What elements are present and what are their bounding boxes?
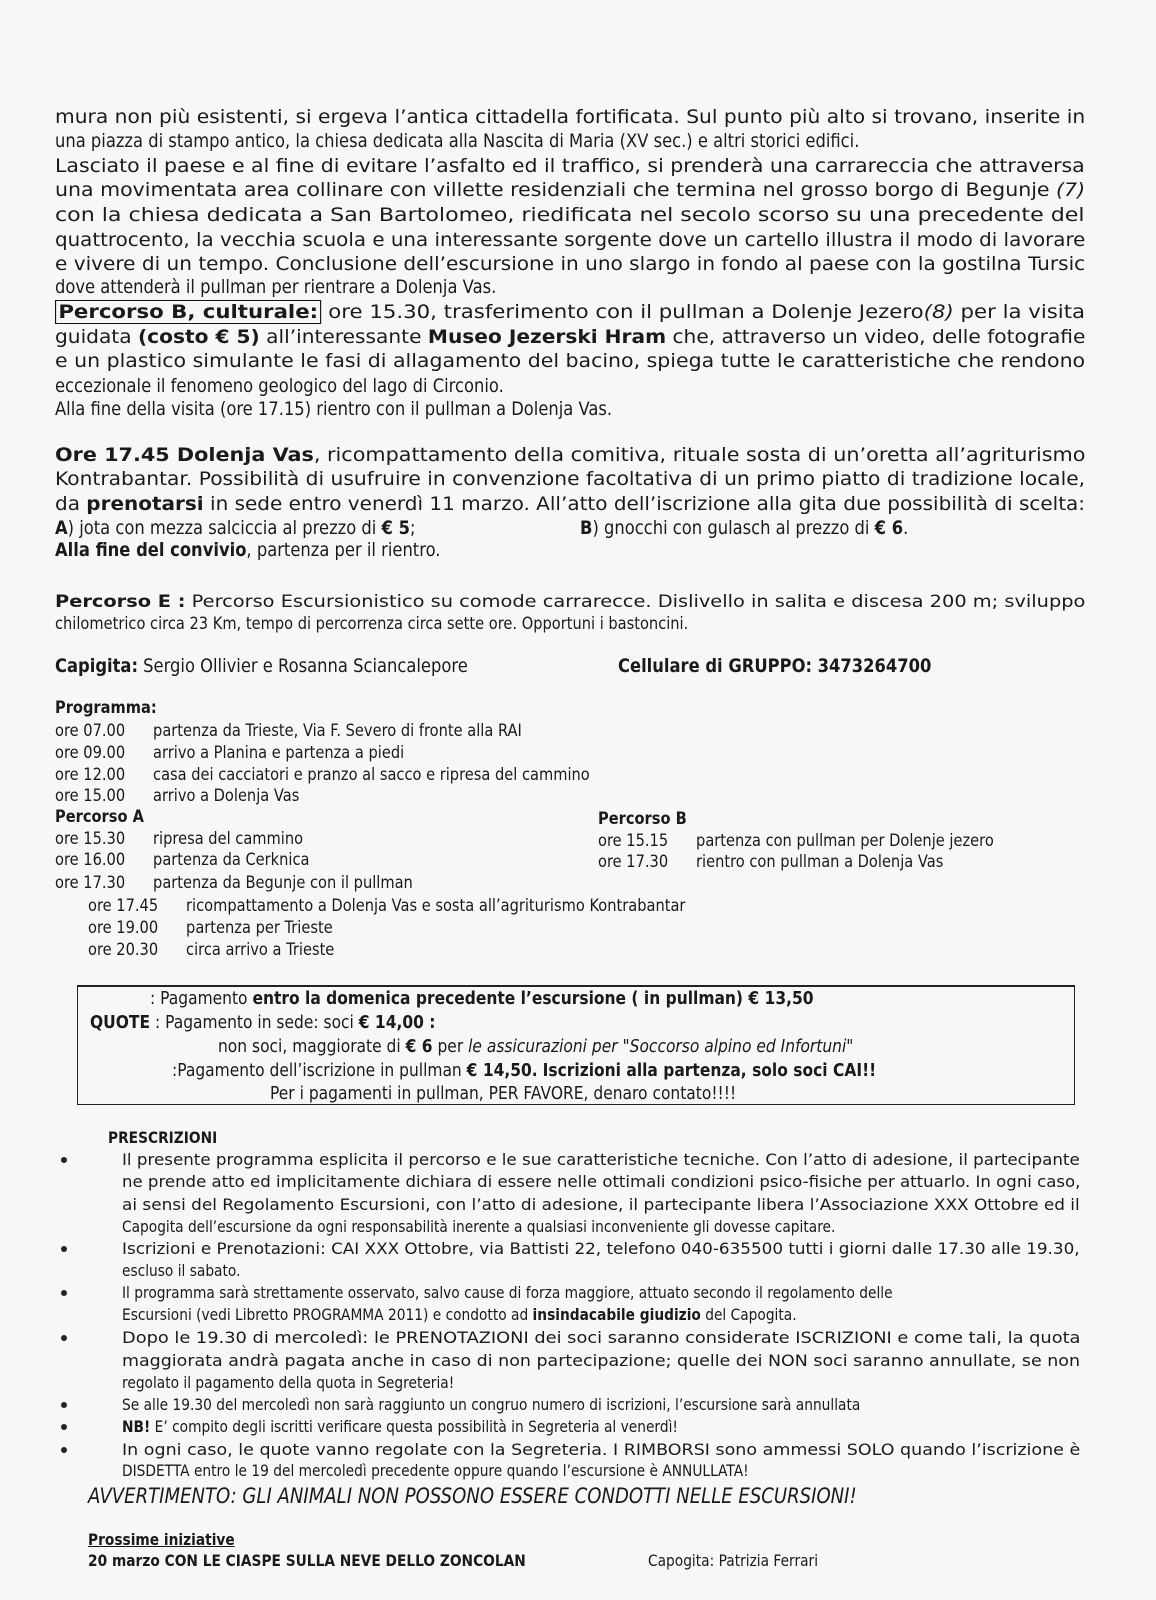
- text-line: [618, 655, 931, 678]
- schedule-time: ore 15.30: [55, 829, 126, 850]
- schedule-time: ore 07.00: [55, 721, 126, 742]
- text-segment: .: [903, 517, 909, 540]
- text-segment: non soci, maggiorate di: [218, 1035, 406, 1057]
- text-segment: Iscrizioni alla partenza, solo soci CAI!!: [542, 1059, 877, 1081]
- schedule-time: ore 17.45: [88, 896, 159, 917]
- text-segment: da: [55, 493, 87, 516]
- text-segment: Programma:: [55, 698, 157, 719]
- text-line: [55, 253, 1085, 276]
- text-line: [218, 1036, 853, 1058]
- text-segment: ) jota con mezza salciccia al prezzo di: [67, 517, 382, 540]
- text-segment: Il programma sarà strettamente osservato, salvo cause di forza maggiore, attuato secondo il regolamento delle: [122, 1283, 893, 1303]
- text-segment: rientro con pullman a Dolenja Vas: [696, 852, 944, 873]
- bullet-icon: [61, 1424, 67, 1430]
- text-segment: (7): [1056, 179, 1086, 202]
- text-line: [108, 1128, 217, 1147]
- text-line: [122, 1328, 1080, 1347]
- text-line: [122, 1283, 893, 1302]
- text-line: [122, 1417, 678, 1436]
- text-line: [55, 276, 496, 299]
- text-segment: ore 15.30, trasferimento con il pullman a Dolenje Jezero: [321, 301, 924, 324]
- schedule-time: ore 15.15: [598, 831, 669, 852]
- bullet-icon: [61, 1246, 67, 1252]
- text-segment: 20 marzo CON LE CIASPE SULLA NEVE DELLO ZONCOLAN: [88, 1551, 526, 1571]
- text-line: [580, 517, 908, 540]
- text-line: [88, 918, 333, 938]
- text-line: [122, 1373, 454, 1392]
- bullet-icon: [61, 1447, 67, 1453]
- text-segment: circa arrivo a Trieste: [186, 940, 335, 961]
- text-segment: ai sensi del Regolamento Escursioni, con l’atto di adesione, il partecipante libera l’Associazione XXX Ottobre ed il: [122, 1195, 1080, 1215]
- text-line: [55, 765, 590, 785]
- text-segment: Kontrabantar. Possibilità di usufruire in convenzione facoltativa di un primo piatto di tradizione locale,: [55, 468, 1086, 491]
- text-line: [150, 988, 814, 1010]
- text-line: [55, 106, 1085, 129]
- text-line: [88, 896, 685, 916]
- text-line: [55, 398, 612, 421]
- text-segment: chilometrico circa 23 Km, tempo di percorrenza circa sette ore. Opportuni i bastoncini.: [55, 614, 689, 635]
- text-line: [122, 1440, 1080, 1459]
- text-segment: Cellulare di GRUPPO: 3473264700: [618, 655, 932, 678]
- text-segment: entro la domenica precedente l’escursione ( in pullman) € 13,50: [252, 987, 814, 1009]
- text-line: [88, 940, 334, 960]
- text-segment: guidata: [55, 326, 138, 349]
- text-line: [648, 1551, 818, 1570]
- text-line: [55, 179, 1085, 202]
- text-segment: € 14,50.: [466, 1059, 538, 1081]
- text-segment: con la chiesa dedicata a San Bartolomeo, riedificata nel secolo scorso su una precedente del: [55, 204, 1085, 227]
- text-segment: partenza da Begunje con il pullman: [153, 873, 413, 894]
- schedule-time: ore 09.00: [55, 743, 126, 764]
- text-segment: DISDETTA entro le 19 del mercoledì precedente oppure quando l’escursione è ANNULLATA!: [122, 1461, 749, 1481]
- text-segment: Ore 17.45 Dolenja Vas: [55, 444, 314, 467]
- text-segment: NB!: [122, 1417, 151, 1437]
- text-line: [122, 1172, 1080, 1191]
- text-segment: del Capogita.: [700, 1305, 797, 1325]
- text-segment: casa dei cacciatori e pranzo al sacco e ripresa del cammino: [153, 765, 590, 786]
- schedule-time: ore 20.30: [88, 940, 159, 961]
- text-segment: , ricompattamento della comitiva, rituale sosta di un’oretta all’agriturismo: [313, 444, 1086, 467]
- text-segment: le assicurazioni per "Soccorso alpino ed Infortuni": [468, 1035, 854, 1057]
- text-segment: € 6: [874, 517, 904, 540]
- text-line: [55, 655, 468, 678]
- section-label-boxed: Percorso B, culturale:: [55, 300, 321, 324]
- text-segment: regolato il pagamento della quota in Segreteria!: [122, 1373, 455, 1393]
- text-line: [55, 786, 299, 806]
- text-line: [172, 1060, 876, 1082]
- text-line: [122, 1150, 1080, 1169]
- schedule-time: ore 12.00: [55, 765, 126, 786]
- schedule-time: ore 19.00: [88, 918, 159, 939]
- text-segment: arrivo a Dolenja Vas: [153, 786, 300, 807]
- text-segment: Lasciato il paese e al fine di evitare l’asfalto ed il traffico, si prenderà una carrareccia che attraversa: [55, 155, 1085, 178]
- bullet-icon: [61, 1290, 67, 1296]
- text-segment: Alla fine del convivio: [55, 539, 247, 562]
- text-line: [55, 375, 504, 398]
- text-segment: Percorso Escursionistico su comode carrarecce. Dislivello in salita e discesa 200 m; sviluppo: [185, 592, 1086, 613]
- schedule-time: ore 16.00: [55, 850, 126, 871]
- text-line: [122, 1395, 860, 1414]
- text-segment: escluso il sabato.: [122, 1261, 241, 1281]
- text-segment: arrivo a Planina e partenza a piedi: [153, 743, 405, 764]
- text-segment: quattrocento, la vecchia scuola e una interessante sorgente dove un cartello illustra il modo di lavorare: [55, 229, 1086, 252]
- text-segment: € 14,00 :: [358, 1011, 436, 1033]
- text-segment: Percorso E :: [55, 592, 186, 613]
- text-line: [55, 614, 688, 634]
- text-segment: Capogita dell’escursione da ogni responsabilità inerente a qualsiasi inconveniente gli dovesse capitare.: [122, 1217, 836, 1237]
- text-segment: che, attraverso un video, delle fotografie: [666, 326, 1086, 349]
- text-segment: per: [432, 1035, 469, 1057]
- text-line: [55, 807, 144, 827]
- text-segment: : Pagamento: [150, 987, 253, 1009]
- text-segment: partenza con pullman per Dolenje jezero: [696, 831, 994, 852]
- text-segment: per la visita: [953, 301, 1086, 324]
- text-segment: ;: [409, 517, 416, 540]
- text-line: [55, 850, 309, 870]
- text-line: [55, 517, 415, 540]
- text-line: [598, 809, 687, 829]
- schedule-time: ore 17.30: [55, 873, 126, 894]
- text-segment: partenza per Trieste: [186, 918, 333, 939]
- text-segment: prenotarsi: [86, 493, 204, 516]
- text-segment: in sede entro venerdì 11 marzo. All’atto dell’iscrizione alla gita due possibilità di scelta:: [203, 493, 1086, 516]
- bullet-icon: [61, 1335, 67, 1341]
- bullet-icon: [61, 1402, 67, 1408]
- text-line: [55, 301, 1085, 324]
- text-segment: una piazza di stampo antico, la chiesa dedicata alla Nascita di Maria (XV sec.) e altri storici edifici.: [55, 130, 860, 153]
- text-segment: B: [580, 517, 593, 540]
- text-line: [122, 1217, 835, 1236]
- text-segment: Percorso A: [55, 807, 144, 828]
- text-segment: E’ compito degli iscritti verificare questa possibilità in Segreteria al venerdì!: [150, 1417, 678, 1437]
- text-line: [55, 743, 404, 763]
- text-segment: dove attenderà il pullman per rientrare a Dolenja Vas.: [55, 276, 497, 299]
- text-segment: all’interessante: [259, 326, 428, 349]
- text-line: [598, 852, 943, 872]
- text-line: [55, 829, 303, 849]
- text-segment: insindacabile giudizio: [532, 1305, 701, 1325]
- text-segment: Il presente programma esplicita il percorso e le sue caratteristiche tecniche. Con l’atto di adesione, il partecipante: [122, 1150, 1080, 1170]
- text-segment: maggiorata andrà pagata anche in caso di non partecipazione; quelle dei NON soci saranno annullate, se non: [122, 1351, 1081, 1371]
- text-line: [88, 1484, 857, 1509]
- text-line: [55, 444, 1085, 467]
- text-line: [55, 350, 1085, 373]
- text-line: [122, 1461, 749, 1480]
- text-line: [55, 493, 1085, 516]
- text-line: [122, 1239, 1080, 1258]
- bullet-icon: [61, 1157, 67, 1163]
- text-segment: PRESCRIZIONI: [108, 1128, 218, 1148]
- text-segment: Museo Jezerski Hram: [427, 326, 667, 349]
- text-line: [88, 1551, 526, 1570]
- text-line: [55, 539, 440, 562]
- text-segment: Capigita:: [55, 655, 138, 678]
- text-segment: A: [55, 517, 68, 540]
- text-line: [270, 1083, 736, 1105]
- text-segment: e un plastico simulante le fasi di allagamento del bacino, spiega tutte le caratteristiche che rendono: [55, 350, 1086, 373]
- text-segment: Iscrizioni e Prenotazioni: CAI XXX Ottobre, via Battisti 22, telefono 040-635500 tutti i giorni dalle 17.30 alle 19.30,: [122, 1239, 1080, 1259]
- text-segment: € 6: [405, 1035, 433, 1057]
- text-segment: QUOTE: [90, 1011, 151, 1033]
- text-line: [55, 204, 1085, 227]
- text-segment: e vivere di un tempo. Conclusione dell’escursione in uno slargo in fondo al paese con la gostilna Tursic: [55, 253, 1086, 276]
- text-segment: Sergio Ollivier e Rosanna Sciancalepore: [137, 655, 468, 678]
- text-line: [122, 1351, 1080, 1370]
- text-segment: Dopo le 19.30 di mercoledì: le PRENOTAZIONI dei soci saranno considerate ISCRIZIONI e come tali, la quota: [122, 1328, 1081, 1348]
- text-line: [55, 698, 157, 718]
- text-segment: eccezionale il fenomeno geologico del lago di Circonio.: [55, 375, 504, 398]
- text-line: [55, 326, 1085, 349]
- text-line: [55, 468, 1085, 491]
- text-line: [598, 831, 994, 851]
- text-segment: una movimentata area collinare con villette residenziali che termina nel grosso borgo di Begunje: [55, 179, 1057, 202]
- schedule-time: ore 17.30: [598, 852, 669, 873]
- text-line: [122, 1305, 797, 1324]
- text-segment: Capogita: Patrizia Ferrari: [648, 1551, 819, 1571]
- text-segment: Se alle 19.30 del mercoledì non sarà raggiunto un congruo numero di iscrizioni, l’escursione sarà annullata: [122, 1395, 861, 1415]
- text-line: [55, 229, 1085, 252]
- text-line: [55, 130, 859, 153]
- text-segment: (8): [923, 301, 954, 324]
- text-segment: :Pagamento dell’iscrizione in pullman: [172, 1059, 467, 1081]
- text-line: [55, 721, 522, 741]
- text-segment: AVVERTIMENTO: GLI ANIMALI NON POSSONO ESSERE CONDOTTI NELLE ESCURSIONI!: [88, 1483, 857, 1508]
- text-segment: Alla fine della visita (ore 17.15) rientro con il pullman a Dolenja Vas.: [55, 398, 613, 421]
- text-segment: ricompattamento a Dolenja Vas e sosta all’agriturismo Kontrabantar: [186, 896, 686, 917]
- text-line: [122, 1261, 240, 1280]
- text-segment: Percorso B: [598, 809, 687, 830]
- text-segment: ripresa del cammino: [153, 829, 304, 850]
- text-segment: € 5: [381, 517, 410, 540]
- schedule-time: ore 15.00: [55, 786, 126, 807]
- text-segment: (costo € 5): [137, 326, 260, 349]
- text-segment: partenza da Cerknica: [153, 850, 310, 871]
- text-line: [88, 1530, 235, 1549]
- text-line: [90, 1012, 435, 1034]
- text-line: [55, 155, 1085, 178]
- text-segment: ) gnocchi con gulasch al prezzo di: [592, 517, 875, 540]
- text-segment: partenza da Trieste, Via F. Severo di fronte alla RAI: [153, 721, 522, 742]
- text-segment: : Pagamento in sede: soci: [150, 1011, 359, 1033]
- text-segment: In ogni caso, le quote vanno regolate con la Segreteria. I RIMBORSI sono ammessi SOLO quando l’iscrizione è: [122, 1440, 1081, 1460]
- text-line: [55, 592, 1085, 612]
- text-segment: Prossime iniziative: [88, 1530, 235, 1550]
- text-line: [122, 1195, 1080, 1214]
- text-segment: mura non più esistenti, si ergeva l’antica cittadella fortificata. Sul punto più alto si trovano, inserite in: [55, 106, 1086, 129]
- text-segment: Escursioni (vedi Libretto PROGRAMMA 2011) e condotto ad: [122, 1305, 533, 1325]
- text-segment: ne prende atto ed implicitamente dichiara di essere nelle ottimali condizioni psico-fisiche per attuarlo. In ogni caso,: [122, 1172, 1081, 1192]
- text-segment: , partenza per il rientro.: [246, 539, 441, 562]
- text-segment: Per i pagamenti in pullman, PER FAVORE, denaro contato!!!!: [270, 1082, 737, 1104]
- text-line: [55, 873, 413, 893]
